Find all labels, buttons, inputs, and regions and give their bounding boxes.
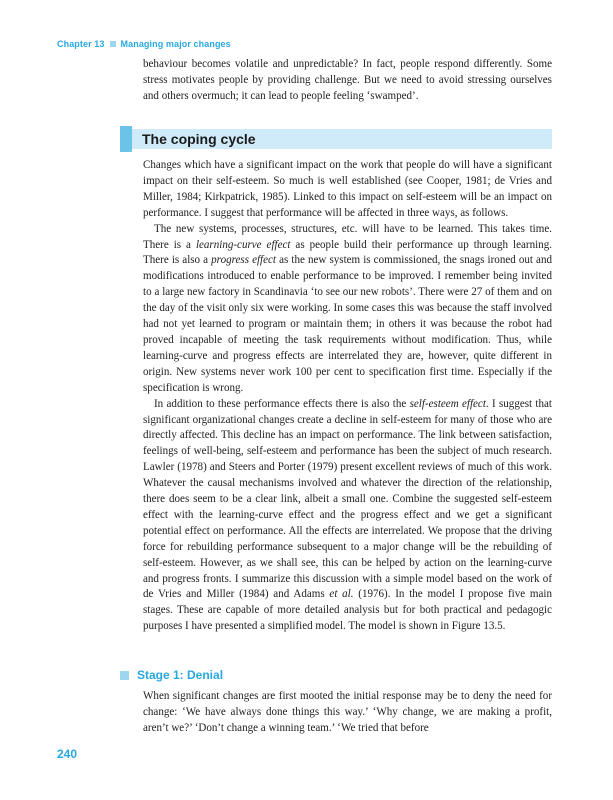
term-progress-effect: progress effect <box>211 254 277 267</box>
citation-et-al: et al. <box>329 588 354 601</box>
subsection-body <box>143 689 552 737</box>
running-head <box>57 39 231 49</box>
section-heading-text: The coping cycle <box>142 131 256 147</box>
square-bullet-icon <box>110 41 116 47</box>
chapter-label: Chapter 13 <box>57 39 105 49</box>
page-number: 240 <box>57 747 78 761</box>
subsection-heading-text: Stage 1: Denial <box>137 668 224 682</box>
paragraph-2: The new systems, processes, structures, etc. will have to be learned. This takes time. There is a learning-curve effect as people build their performance up through learning. There is also a progress effect as the new system is commissioned, the snags ironed out and modifications introduced to enable performance to be improved. I remember being invited to a large new factory in Scandinavia ‘to see our new robots’. There were 27 of them and on the day of the visit only six were working. In some cases this was because the staff involved had not yet learned to program or maintain them; in others it was because the robot had proved incapable of meeting the task requirements without modification. Thus, while learning-curve and progress effects are interrelated they are, however, quite different in origin. New systems never work 100 per cent to specification first time. Especially if the specification is wrong. <box>143 222 553 394</box>
top-paragraph-block <box>143 57 552 105</box>
term-self-esteem-effect: self-esteem effect <box>409 397 486 410</box>
term-learning-curve-effect: learning-curve effect <box>195 238 291 251</box>
square-bullet-icon <box>120 671 129 680</box>
heading-accent-bar <box>120 126 132 152</box>
subsection-heading <box>120 668 223 684</box>
top-paragraph: behaviour becomes volatile and unpredictable? In fact, people respond differently. Some stress motivates people by providing challenge. But we need to avoid stressing ourselves and others overmuch; it can lead to people feeling ‘swamped’. <box>143 58 552 102</box>
section-body <box>143 158 552 635</box>
section-heading <box>120 126 552 152</box>
paragraph-1: Changes which have a significant impact on the work that people do will have a significant impact on their self-esteem. So much is well established (see Cooper, 1981; de Vries and Miller, 1984; Kirkpatrick, 1985). Linked to this impact on self-esteem will be an impact on performance. I suggest that performance will be affected in three ways, as follows. <box>143 159 552 219</box>
stage-1-paragraph: When significant changes are first mooted the initial response may be to deny the need for change: ‘We have always done things this way.’ ‘Why change, we are making a profit, aren’t we?’ ‘Don’t change a winning team.’ ‘We tried that before <box>143 690 552 734</box>
chapter-title: Managing major changes <box>120 39 231 49</box>
paragraph-3: In addition to these performance effects there is also the self-esteem effect. I suggest that significant organizational changes create a decline in self-esteem for many of those who are directly affected. This decline has an impact on performance. The link between satisfaction, feelings of well-being, self-esteem and performance has been the subject of much research. Lawler (1978) and Steers and Porter (1979) present excellent reviews of much of this work. Whatever the causal mechanisms involved and whatever the direction of the relationship, there does seem to be a clear link, albeit a small one. Combine the suggested self-esteem effect with the learning-curve effect and the progress effect and we get a significant potential effect on performance. All the effects are interrelated. We propose that the driving force for rebuilding performance subsequent to a major change will be the rebuilding of self-esteem. However, as we shall see, this can be helped by action on the learning-curve and progress fronts. I summarize this discussion with a simple model based on the work of de Vries and Miller (1984) and Adams et al. (1976). In the model I propose five main stages. These are capable of more detailed analysis but for both practical and pedagogic purposes I have presented a simplified model. The model is shown in Figure 13.5. <box>143 397 552 633</box>
